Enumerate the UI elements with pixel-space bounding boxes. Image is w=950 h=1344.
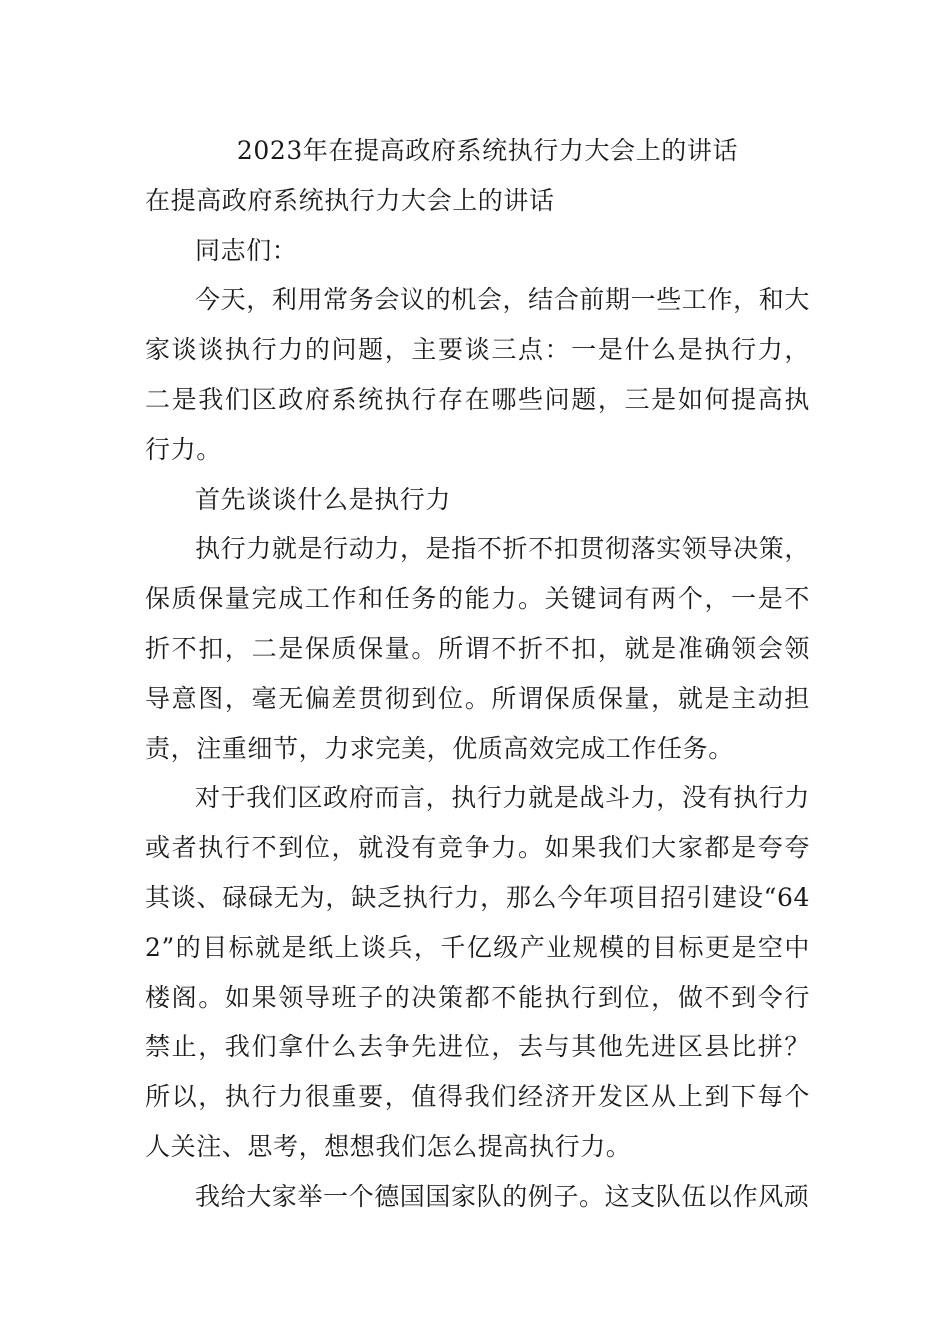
document-subtitle: 在提高政府系统执行力大会上的讲话 [145,185,555,215]
salutation: 同志们： [195,235,298,265]
section-heading: 首先谈谈什么是执行力 [195,484,452,514]
paragraph-importance: 对于我们区政府而言，执行力就是战斗力，没有执行力或者执行不到位，就没有竞争力。如果我们大家都是夸夸其谈、碌碌无为，缺乏执行力，那么今年项目招引建设“642”的目标就是纸上谈兵，千亿级产业规模的目标更是空中楼阁。如果领导班子的决策都不能执行到位，做不到令行禁止，我们拿什么去争先进位，去与其他先进区县比拼？所以，执行力很重要，值得我们经济开发区从上到下每个人关注、思考，想想我们怎么提高执行力。 [145,783,810,1161]
paragraph-intro: 今天，利用常务会议的机会，结合前期一些工作，和大家谈谈执行力的问题，主要谈三点：一是什么是执行力，二是我们区政府系统执行存在哪些问题，三是如何提高执行力。 [145,285,810,464]
paragraph-example: 我给大家举一个德国国家队的例子。这支队伍以作风顽 [195,1181,810,1211]
document-body [145,126,810,1222]
paragraph-definition: 执行力就是行动力，是指不折不扣贯彻落实领导决策，保质保量完成工作和任务的能力。关键词有两个，一是不折不扣，二是保质保量。所谓不折不扣，就是准确领会领导意图，毫无偏差贯彻到位。所谓保质保量，就是主动担责，注重细节，力求完美，优质高效完成工作任务。 [145,534,810,763]
document-title: 2023年在提高政府系统执行力大会上的讲话 [236,136,739,165]
